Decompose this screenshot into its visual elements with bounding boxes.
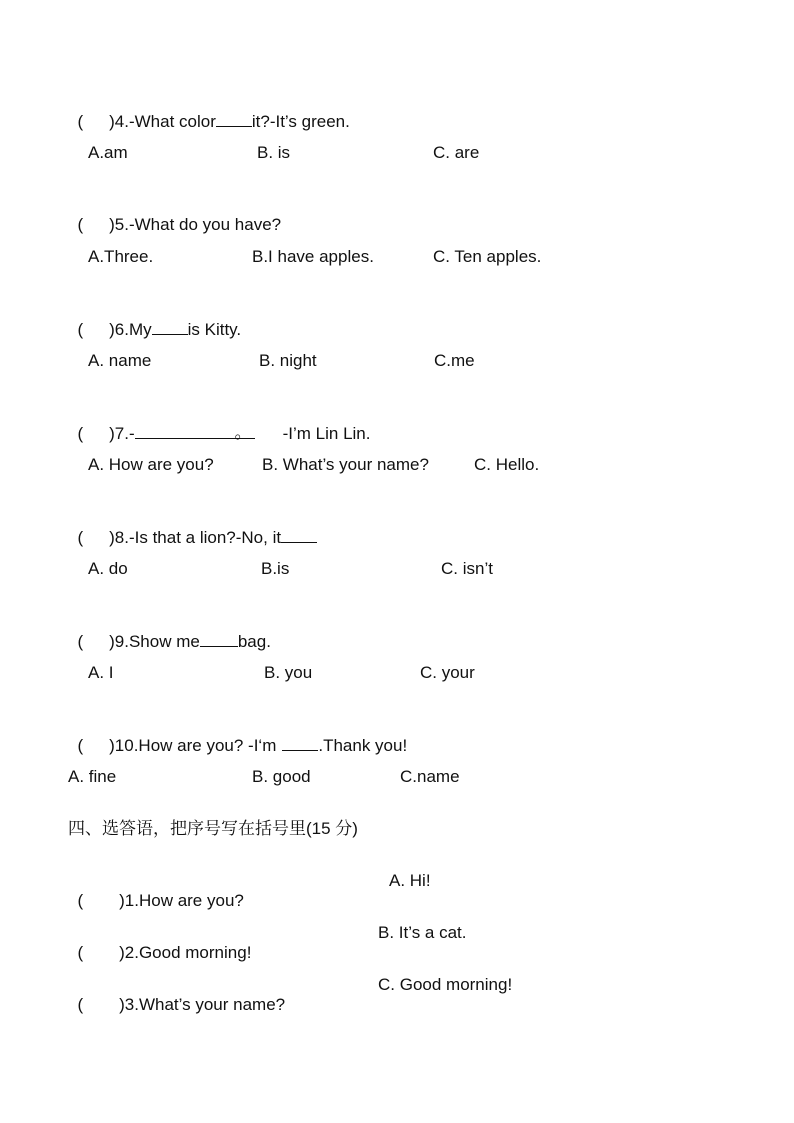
matching-item-2 bbox=[68, 923, 251, 963]
answer-paren: ( bbox=[77, 215, 84, 234]
matching-answer-c: C. Good morning! bbox=[378, 975, 513, 994]
question-10 bbox=[68, 715, 407, 756]
answer-paren: ( bbox=[77, 995, 84, 1014]
full-stop-mark: 。 bbox=[234, 423, 252, 442]
question-9 bbox=[68, 611, 271, 652]
question-stem-after: -I’m Lin Lin. bbox=[282, 424, 371, 443]
matching-question: )2.Good morning! bbox=[119, 943, 252, 962]
option-c: C. isn’t bbox=[441, 559, 493, 578]
option-c: C.name bbox=[400, 767, 460, 786]
option-b: B. night bbox=[259, 351, 317, 370]
answer-paren: ( bbox=[77, 320, 84, 339]
option-c: C. are bbox=[433, 143, 480, 162]
answer-paren: ( bbox=[77, 736, 84, 755]
answer-paren: ( bbox=[77, 424, 84, 443]
answer-paren: ( bbox=[77, 112, 84, 131]
option-a: A.am bbox=[88, 143, 128, 162]
option-b: B.I have apples. bbox=[252, 247, 374, 266]
section-heading: 四、选答语，把序号写在括号里(15 分) bbox=[68, 819, 358, 838]
option-b: B. good bbox=[252, 767, 311, 786]
option-c: C. Ten apples. bbox=[433, 247, 542, 266]
option-a: A. do bbox=[88, 559, 128, 578]
option-b: B. is bbox=[257, 143, 291, 162]
matching-question: )3.What’s your name? bbox=[119, 995, 286, 1014]
matching-item-3 bbox=[68, 975, 285, 1015]
question-stem-after: bag. bbox=[237, 632, 271, 651]
option-c: C. Hello. bbox=[474, 455, 540, 474]
option-a: A. How are you? bbox=[88, 455, 214, 474]
matching-item-1 bbox=[68, 871, 244, 911]
answer-paren: ( bbox=[77, 528, 84, 547]
matching-answer-a: A. Hi! bbox=[389, 871, 431, 890]
option-b: B. What’s your name? bbox=[262, 455, 429, 474]
fill-blank bbox=[282, 735, 318, 751]
answer-paren: ( bbox=[77, 891, 84, 910]
question-6 bbox=[68, 299, 241, 340]
option-c: C. your bbox=[420, 663, 475, 682]
fill-blank bbox=[200, 631, 238, 647]
option-a: A.Three. bbox=[88, 247, 154, 266]
question-stem-after: it?-It’s green. bbox=[251, 112, 350, 131]
question-stem-after: .Thank you! bbox=[318, 736, 408, 755]
option-b: B. you bbox=[264, 663, 313, 682]
fill-blank bbox=[281, 527, 317, 543]
question-stem-after: is Kitty. bbox=[187, 320, 242, 339]
fill-blank bbox=[152, 319, 188, 335]
question-4 bbox=[68, 91, 350, 132]
question-stem: )6.My bbox=[109, 320, 152, 339]
fill-blank bbox=[135, 423, 255, 442]
question-7 bbox=[68, 403, 371, 444]
option-a: A. I bbox=[88, 663, 114, 682]
question-stem: )10.How are you? -I‘m bbox=[109, 736, 277, 755]
fill-blank bbox=[216, 111, 252, 127]
matching-question: )1.How are you? bbox=[119, 891, 244, 910]
option-a: A. fine bbox=[68, 767, 117, 786]
option-b: B.is bbox=[261, 559, 290, 578]
question-stem: )7.- bbox=[109, 424, 135, 443]
question-8 bbox=[68, 507, 317, 548]
answer-paren: ( bbox=[77, 632, 84, 651]
question-5 bbox=[68, 195, 281, 235]
answer-paren: ( bbox=[77, 943, 84, 962]
question-stem: )5.-What do you have? bbox=[109, 215, 282, 234]
question-stem: )8.-Is that a lion?-No, it bbox=[109, 528, 282, 547]
question-stem: )4.-What color bbox=[109, 112, 216, 131]
question-stem: )9.Show me bbox=[109, 632, 200, 651]
option-c: C.me bbox=[434, 351, 475, 370]
matching-answer-b: B. It’s a cat. bbox=[378, 923, 467, 942]
option-a: A. name bbox=[88, 351, 152, 370]
